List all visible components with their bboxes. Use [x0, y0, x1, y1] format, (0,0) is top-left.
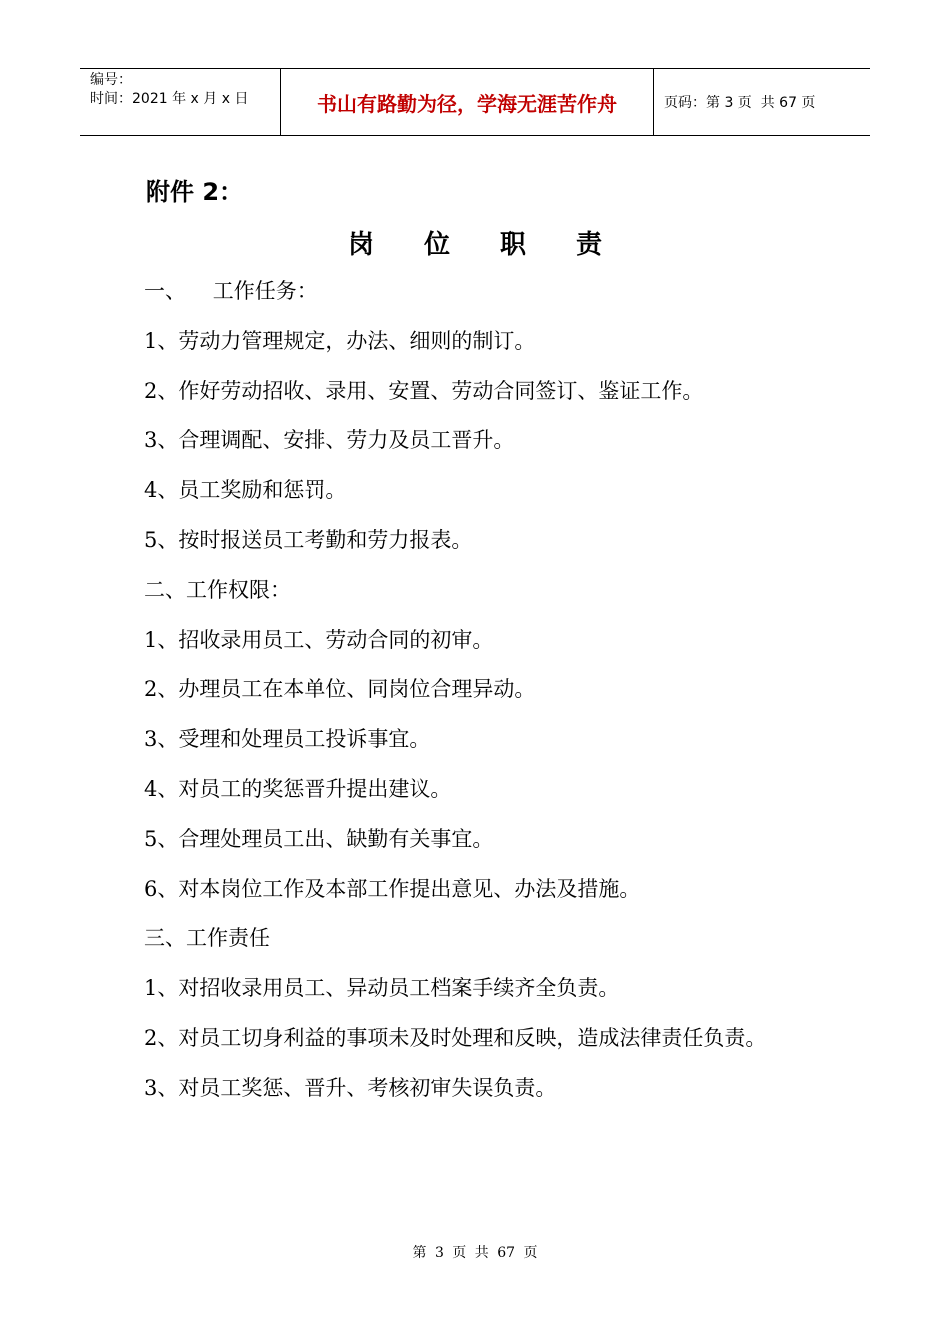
header-page-cell: [654, 69, 870, 135]
list-item: 4、员工奖励和惩罚。: [144, 478, 347, 503]
title-char: 岗: [347, 230, 374, 260]
list-item: 2、对员工切身利益的事项未及时处理和反映，造成法律责任负责。: [144, 1025, 767, 1050]
list-item: 2、办理员工在本单位、同岗位合理异动。: [144, 677, 536, 702]
list-item: 6、对本岗位工作及本部工作提出意见、办法及措施。: [144, 876, 641, 901]
list-item: 1、招收录用员工、劳动合同的初审。: [144, 627, 494, 652]
list-item: 5、按时报送员工考勤和劳力报表。: [144, 527, 473, 552]
list-item: 3、受理和处理员工投诉事宜。: [144, 727, 431, 752]
section-heading-responsibility: 三、工作责任: [144, 926, 270, 951]
title-char: 责: [576, 230, 603, 260]
list-item: 4、对员工的奖惩晋升提出建议。: [144, 776, 452, 801]
attachment-label: 附件 2：: [146, 178, 244, 206]
page-title: [0, 224, 950, 261]
list-item: 1、劳动力管理规定，办法、细则的制订。: [144, 328, 536, 353]
document-body: [144, 276, 844, 1123]
list-item: 5、合理处理员工出、缺勤有关事宜。: [144, 826, 494, 851]
page-info: 页码：第 3 页 共 67 页: [664, 95, 816, 111]
title-char: 职: [500, 230, 527, 260]
time-label: 时间：2021 年 x 月 x 日: [90, 91, 249, 107]
title-char: 位: [423, 230, 450, 260]
list-item: 2、作好劳动招收、录用、安置、劳动合同签订、鉴证工作。: [144, 378, 704, 403]
list-item: 1、对招收录用员工、异动员工档案手续齐全负责。: [144, 976, 620, 1001]
motto: 书山有路勤为径，学海无涯苦作舟: [317, 91, 617, 116]
header-left-cell: [80, 69, 281, 135]
section-heading-tasks: 一、 工作任务：: [144, 279, 318, 303]
number-label: 编号：: [90, 72, 132, 88]
page-footer: 第 3 页 共 67 页: [412, 1245, 538, 1261]
header-motto-cell: [281, 69, 654, 135]
list-item: 3、合理调配、安排、劳力及员工晋升。: [144, 428, 515, 453]
section-heading-authority: 二、工作权限：: [144, 577, 291, 602]
header-table: [80, 68, 870, 136]
list-item: 3、对员工奖惩、晋升、考核初审失误负责。: [144, 1075, 557, 1100]
